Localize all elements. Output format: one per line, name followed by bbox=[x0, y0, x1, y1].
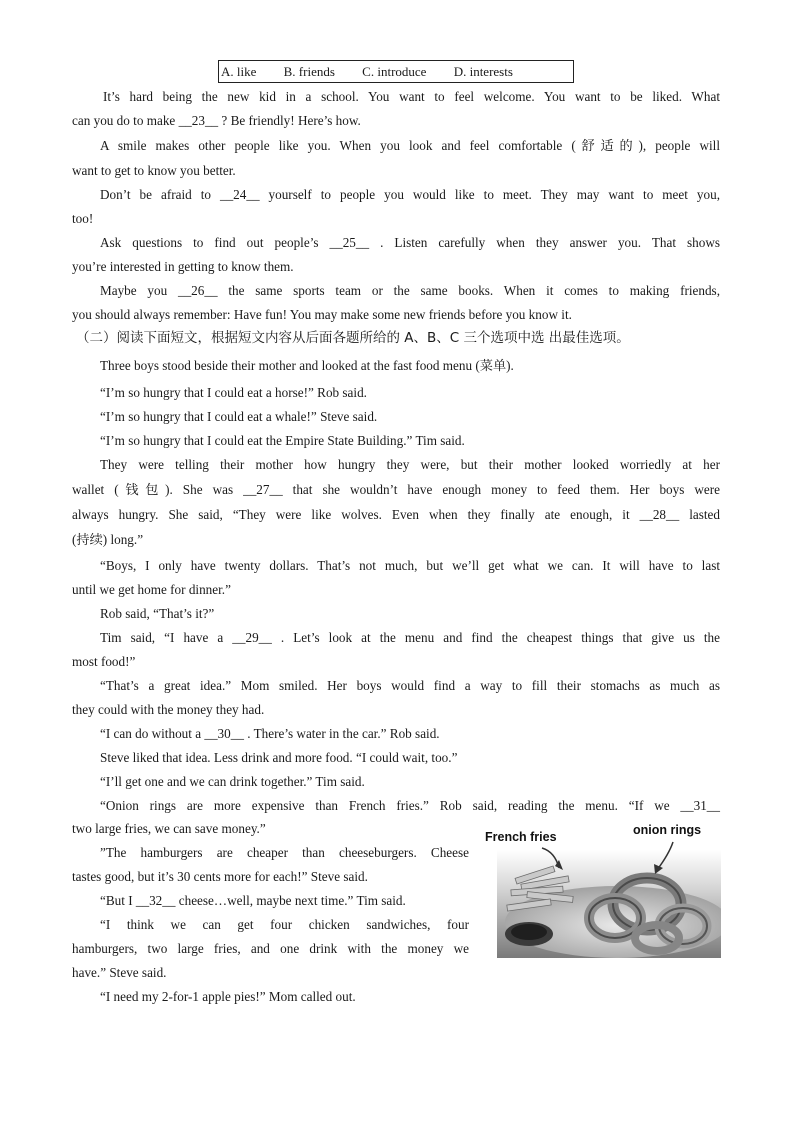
option-d: D. interests bbox=[453, 64, 513, 79]
passage2-line: “I can do without a __30__ . There’s water in the car.” Rob said. bbox=[100, 726, 440, 741]
passage2-line: hamburgers, two large fries, and one drink with the money we bbox=[72, 941, 469, 956]
french-fries-label: French fries bbox=[485, 830, 557, 844]
option-a: A. like bbox=[221, 64, 257, 79]
passage2-line: “But I __32__ cheese…well, maybe next time.” Tim said. bbox=[100, 893, 406, 908]
passage1-line: Don’t be afraid to __24__ yourself to people you would like to meet. They may want to meet you, bbox=[100, 187, 720, 202]
passage2-line: Three boys stood beside their mother and looked at the fast food menu (菜单). bbox=[100, 358, 514, 373]
passage2-line: “Onion rings are more expensive than French fries.” Rob said, reading the menu. “If we __31__ bbox=[100, 798, 720, 813]
passage2-line: “I’m so hungry that I could eat a horse!” Rob said. bbox=[100, 385, 367, 400]
passage2-line: “I’m so hungry that I could eat a whale!” Steve said. bbox=[100, 409, 378, 424]
option-c: C. introduce bbox=[362, 64, 427, 79]
passage2-line: “I need my 2-for-1 apple pies!” Mom called out. bbox=[100, 989, 356, 1004]
passage1-line: can you do to make __23__ ? Be friendly! Here’s how. bbox=[72, 113, 361, 128]
passage1-line: you should always remember: Have fun! You may make some new friends before you know it. bbox=[72, 307, 572, 322]
passage2-line: They were telling their mother how hungry they were, but their mother looked worriedly at her bbox=[100, 457, 720, 472]
onion-rings-label: onion rings bbox=[633, 823, 702, 837]
passage1-line: too! bbox=[72, 211, 94, 226]
passage2-line: “I’ll get one and we can drink together.” Tim said. bbox=[100, 774, 365, 789]
option-b: B. friends bbox=[283, 64, 335, 79]
passage2-line: Tim said, “I have a __29__ . Let’s look at the menu and find the cheapest things that give us the bbox=[100, 630, 720, 645]
passage1-line: It’s hard being the new kid in a school. You want to feel welcome. You want to be liked. What bbox=[103, 89, 720, 104]
passage2-line: ”The hamburgers are cheaper than cheeseburgers. Cheese bbox=[100, 845, 469, 860]
passage2-line: they could with the money they had. bbox=[72, 702, 265, 717]
passage2-line: wallet (钱包). She was __27__ that she wouldn’t have enough money to feed them. Her boys were bbox=[72, 482, 720, 497]
fast-food-photo bbox=[485, 822, 721, 958]
passage2-line: always hungry. She said, “They were like wolves. Even when they finally ate enough, it __28__ lasted bbox=[72, 507, 720, 522]
passage2-line: most food!” bbox=[72, 654, 136, 669]
passage2-line: Steve liked that idea. Less drink and more food. “I could wait, too.” bbox=[100, 750, 458, 765]
passage2-line: two large fries, we can save money.” bbox=[72, 821, 266, 836]
passage2-line: Rob said, “That’s it?” bbox=[100, 606, 215, 621]
section2-heading: （二）阅读下面短文，根据短文内容从后面各题所给的 A、B、C 三个选项中选 出最佳选项。 bbox=[76, 330, 630, 346]
passage2-line: have.” Steve said. bbox=[72, 965, 167, 980]
passage2-line: “Boys, I only have twenty dollars. That’s not much, but we’ll get what we can. It will have to last bbox=[100, 558, 720, 573]
word-options-box bbox=[218, 60, 574, 83]
passage2-line: “That’s a great idea.” Mom smiled. Her boys would find a way to fill their stomachs as much as bbox=[100, 678, 720, 693]
passage2-line: “I’m so hungry that I could eat the Empire State Building.” Tim said. bbox=[100, 433, 465, 448]
passage2-line: tastes good, but it’s 30 cents more for each!” Steve said. bbox=[72, 869, 368, 884]
passage1-line: Maybe you __26__ the same sports team or the same books. When it comes to making friends, bbox=[100, 283, 720, 298]
passage1-line: Ask questions to find out people’s __25__ . Listen carefully when they answer you. That shows bbox=[100, 235, 720, 250]
passage2-line: until we get home for dinner.” bbox=[72, 582, 231, 597]
passage1-line: A smile makes other people like you. When you look and feel comfortable (舒适的), people will bbox=[100, 138, 720, 153]
passage1-line: you’re interested in getting to know them. bbox=[72, 259, 294, 274]
passage2-line: (持续) long.” bbox=[72, 532, 144, 547]
passage1-line: want to get to know you better. bbox=[72, 163, 236, 178]
passage2-line: “I think we can get four chicken sandwiches, four bbox=[100, 917, 469, 932]
